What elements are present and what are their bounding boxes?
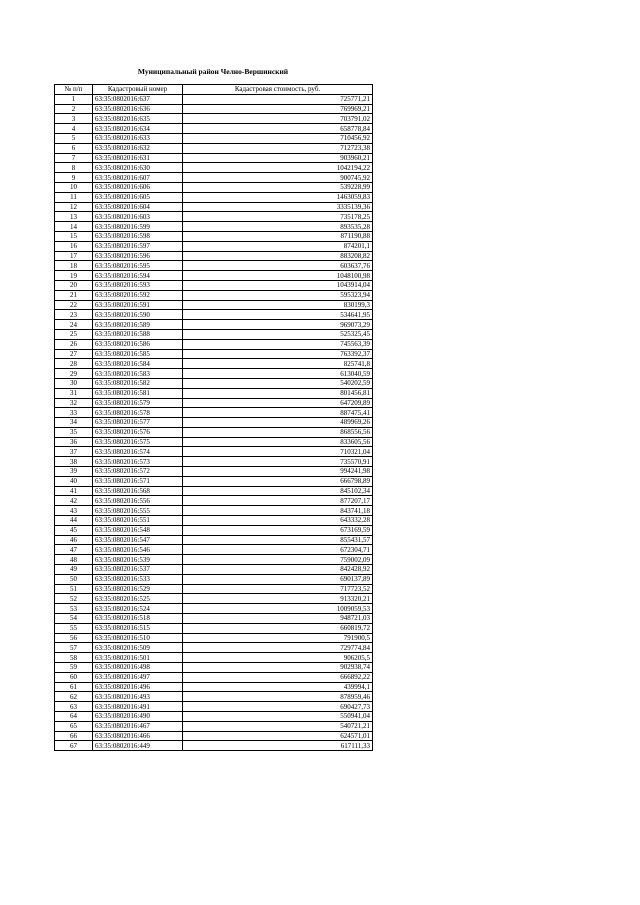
row-cadastral-number: 63:35:0802016:607 — [93, 173, 183, 183]
row-cadastral-number: 63:35:0802016:575 — [93, 437, 183, 447]
row-cadastral-number: 63:35:0802016:604 — [93, 202, 183, 212]
row-index: 29 — [55, 369, 93, 379]
row-cadastral-number: 63:35:0802016:547 — [93, 535, 183, 545]
row-cadastral-cost: 948721,03 — [183, 614, 373, 624]
row-cadastral-number: 63:35:0802016:633 — [93, 133, 183, 143]
row-cadastral-number: 63:35:0802016:588 — [93, 329, 183, 339]
row-cadastral-cost: 913320,21 — [183, 594, 373, 604]
row-index: 27 — [55, 349, 93, 359]
row-index: 50 — [55, 574, 93, 584]
row-index: 12 — [55, 202, 93, 212]
row-cadastral-number: 63:35:0802016:539 — [93, 555, 183, 565]
row-cadastral-cost: 845102,34 — [183, 486, 373, 496]
row-index: 43 — [55, 506, 93, 516]
table-row — [55, 329, 373, 339]
row-cadastral-cost: 595323,94 — [183, 290, 373, 300]
table-row — [55, 192, 373, 202]
row-index: 25 — [55, 329, 93, 339]
row-cadastral-cost: 540721,21 — [183, 721, 373, 731]
table-row — [55, 173, 373, 183]
row-index: 55 — [55, 623, 93, 633]
table-row — [55, 153, 373, 163]
row-cadastral-cost: 763392,37 — [183, 349, 373, 359]
table-row — [55, 741, 373, 751]
row-cadastral-number: 63:35:0802016:589 — [93, 320, 183, 330]
row-index: 9 — [55, 173, 93, 183]
row-cadastral-cost: 735570,91 — [183, 457, 373, 467]
table-row — [55, 614, 373, 624]
row-index: 53 — [55, 604, 93, 614]
table-row — [55, 310, 373, 320]
document-title: Муниципальный район Челно-Вершинский — [137, 67, 289, 76]
row-cadastral-cost: 673169,59 — [183, 525, 373, 535]
row-cadastral-cost: 843741,18 — [183, 506, 373, 516]
table-row — [55, 437, 373, 447]
row-cadastral-cost: 745563,39 — [183, 339, 373, 349]
table-row — [55, 712, 373, 722]
row-cadastral-cost: 1009059,53 — [183, 604, 373, 614]
table-row — [55, 271, 373, 281]
row-cadastral-cost: 710321,04 — [183, 447, 373, 457]
table-row — [55, 163, 373, 173]
table-row — [55, 584, 373, 594]
row-index: 39 — [55, 467, 93, 477]
table-row — [55, 574, 373, 584]
row-cadastral-cost: 540202,59 — [183, 378, 373, 388]
row-cadastral-number: 63:35:0802016:605 — [93, 192, 183, 202]
row-cadastral-cost: 729774,84 — [183, 643, 373, 653]
row-cadastral-cost: 842428,92 — [183, 565, 373, 575]
table-row — [55, 182, 373, 192]
table-row — [55, 241, 373, 251]
table-row — [55, 388, 373, 398]
row-cadastral-number: 63:35:0802016:525 — [93, 594, 183, 604]
row-cadastral-cost: 624571,01 — [183, 731, 373, 741]
row-index: 14 — [55, 222, 93, 232]
row-index: 17 — [55, 251, 93, 261]
row-cadastral-number: 63:35:0802016:591 — [93, 300, 183, 310]
row-cadastral-number: 63:35:0802016:574 — [93, 447, 183, 457]
table-row — [55, 320, 373, 330]
row-cadastral-cost: 647209,89 — [183, 398, 373, 408]
table-row — [55, 476, 373, 486]
row-cadastral-cost: 725771,21 — [183, 94, 373, 104]
row-cadastral-cost: 1043914,04 — [183, 280, 373, 290]
row-index: 54 — [55, 614, 93, 624]
row-index: 66 — [55, 731, 93, 741]
row-cadastral-cost: 877207,17 — [183, 496, 373, 506]
table-row — [55, 369, 373, 379]
row-index: 15 — [55, 231, 93, 241]
row-cadastral-cost: 710456,92 — [183, 133, 373, 143]
table-row — [55, 506, 373, 516]
row-index: 6 — [55, 143, 93, 153]
row-index: 16 — [55, 241, 93, 251]
row-index: 13 — [55, 212, 93, 222]
table-header-row — [55, 85, 373, 95]
row-cadastral-cost: 666892,22 — [183, 672, 373, 682]
table-row — [55, 555, 373, 565]
row-cadastral-number: 63:35:0802016:467 — [93, 721, 183, 731]
row-cadastral-cost: 550941,04 — [183, 712, 373, 722]
row-cadastral-cost: 1042194,22 — [183, 163, 373, 173]
row-index: 21 — [55, 290, 93, 300]
table-row — [55, 124, 373, 134]
row-cadastral-number: 63:35:0802016:493 — [93, 692, 183, 702]
row-cadastral-cost: 759002,09 — [183, 555, 373, 565]
row-cadastral-cost: 868556,56 — [183, 427, 373, 437]
row-cadastral-cost: 855431,57 — [183, 535, 373, 545]
row-cadastral-number: 63:35:0802016:509 — [93, 643, 183, 653]
table-row — [55, 486, 373, 496]
row-cadastral-number: 63:35:0802016:537 — [93, 565, 183, 575]
row-cadastral-number: 63:35:0802016:518 — [93, 614, 183, 624]
row-cadastral-cost: 893535,28 — [183, 222, 373, 232]
row-cadastral-number: 63:35:0802016:548 — [93, 525, 183, 535]
table-row — [55, 643, 373, 653]
row-cadastral-number: 63:35:0802016:594 — [93, 271, 183, 281]
row-cadastral-number: 63:35:0802016:596 — [93, 251, 183, 261]
row-index: 8 — [55, 163, 93, 173]
row-cadastral-number: 63:35:0802016:529 — [93, 584, 183, 594]
table-row — [55, 114, 373, 124]
table-body — [55, 94, 373, 750]
row-index: 3 — [55, 114, 93, 124]
row-cadastral-number: 63:35:0802016:490 — [93, 712, 183, 722]
row-index: 5 — [55, 133, 93, 143]
row-cadastral-number: 63:35:0802016:632 — [93, 143, 183, 153]
table-row — [55, 731, 373, 741]
row-cadastral-cost: 791900,5 — [183, 633, 373, 643]
row-cadastral-cost: 666798,89 — [183, 476, 373, 486]
table-row — [55, 104, 373, 114]
table-row — [55, 231, 373, 241]
table-row — [55, 525, 373, 535]
row-cadastral-number: 63:35:0802016:533 — [93, 574, 183, 584]
row-cadastral-number: 63:35:0802016:579 — [93, 398, 183, 408]
row-index: 46 — [55, 535, 93, 545]
row-index: 11 — [55, 192, 93, 202]
table-row — [55, 408, 373, 418]
cadastral-table — [54, 84, 373, 751]
row-index: 7 — [55, 153, 93, 163]
table-row — [55, 565, 373, 575]
row-cadastral-number: 63:35:0802016:491 — [93, 702, 183, 712]
row-index: 19 — [55, 271, 93, 281]
row-cadastral-number: 63:35:0802016:637 — [93, 94, 183, 104]
row-cadastral-cost: 439994,1 — [183, 682, 373, 692]
row-cadastral-cost: 603637,76 — [183, 261, 373, 271]
row-cadastral-number: 63:35:0802016:524 — [93, 604, 183, 614]
row-index: 37 — [55, 447, 93, 457]
table-row — [55, 672, 373, 682]
row-cadastral-number: 63:35:0802016:582 — [93, 378, 183, 388]
table-row — [55, 653, 373, 663]
row-cadastral-number: 63:35:0802016:630 — [93, 163, 183, 173]
row-cadastral-number: 63:35:0802016:496 — [93, 682, 183, 692]
row-cadastral-number: 63:35:0802016:572 — [93, 467, 183, 477]
row-cadastral-cost: 994241,98 — [183, 467, 373, 477]
row-cadastral-cost: 878959,46 — [183, 692, 373, 702]
row-index: 31 — [55, 388, 93, 398]
row-cadastral-number: 63:35:0802016:556 — [93, 496, 183, 506]
row-index: 35 — [55, 427, 93, 437]
table-row — [55, 418, 373, 428]
row-cadastral-number: 63:35:0802016:573 — [93, 457, 183, 467]
table-row — [55, 633, 373, 643]
row-cadastral-cost: 717723,52 — [183, 584, 373, 594]
row-index: 38 — [55, 457, 93, 467]
row-index: 57 — [55, 643, 93, 653]
table-row — [55, 359, 373, 369]
row-index: 18 — [55, 261, 93, 271]
table-row — [55, 545, 373, 555]
row-index: 24 — [55, 320, 93, 330]
row-index: 36 — [55, 437, 93, 447]
row-cadastral-cost: 906205,5 — [183, 653, 373, 663]
row-cadastral-cost: 690137,89 — [183, 574, 373, 584]
row-cadastral-number: 63:35:0802016:586 — [93, 339, 183, 349]
table-row — [55, 94, 373, 104]
row-cadastral-number: 63:35:0802016:449 — [93, 741, 183, 751]
row-cadastral-number: 63:35:0802016:571 — [93, 476, 183, 486]
row-cadastral-number: 63:35:0802016:631 — [93, 153, 183, 163]
table-row — [55, 427, 373, 437]
row-index: 61 — [55, 682, 93, 692]
row-cadastral-number: 63:35:0802016:498 — [93, 663, 183, 673]
row-cadastral-cost: 903960,21 — [183, 153, 373, 163]
table-row — [55, 133, 373, 143]
row-cadastral-number: 63:35:0802016:578 — [93, 408, 183, 418]
row-cadastral-cost: 874201,1 — [183, 241, 373, 251]
row-index: 40 — [55, 476, 93, 486]
row-index: 22 — [55, 300, 93, 310]
row-cadastral-cost: 613040,59 — [183, 369, 373, 379]
row-cadastral-cost: 539228,99 — [183, 182, 373, 192]
row-cadastral-cost: 769969,21 — [183, 104, 373, 114]
row-index: 47 — [55, 545, 93, 555]
row-cadastral-cost: 489969,26 — [183, 418, 373, 428]
row-cadastral-number: 63:35:0802016:606 — [93, 182, 183, 192]
table-row — [55, 604, 373, 614]
row-index: 20 — [55, 280, 93, 290]
row-index: 42 — [55, 496, 93, 506]
row-cadastral-cost: 871190,88 — [183, 231, 373, 241]
row-index: 52 — [55, 594, 93, 604]
row-index: 45 — [55, 525, 93, 535]
row-cadastral-number: 63:35:0802016:546 — [93, 545, 183, 555]
row-cadastral-cost: 1463059,83 — [183, 192, 373, 202]
table-row — [55, 516, 373, 526]
row-cadastral-cost: 830199,3 — [183, 300, 373, 310]
row-cadastral-number: 63:35:0802016:581 — [93, 388, 183, 398]
row-cadastral-number: 63:35:0802016:551 — [93, 516, 183, 526]
row-index: 58 — [55, 653, 93, 663]
table-row — [55, 467, 373, 477]
row-cadastral-number: 63:35:0802016:585 — [93, 349, 183, 359]
row-cadastral-number: 63:35:0802016:510 — [93, 633, 183, 643]
row-cadastral-cost: 883208,82 — [183, 251, 373, 261]
row-cadastral-cost: 900745,92 — [183, 173, 373, 183]
table-row — [55, 378, 373, 388]
row-index: 4 — [55, 124, 93, 134]
row-cadastral-number: 63:35:0802016:634 — [93, 124, 183, 134]
row-cadastral-number: 63:35:0802016:584 — [93, 359, 183, 369]
row-cadastral-number: 63:35:0802016:636 — [93, 104, 183, 114]
row-index: 28 — [55, 359, 93, 369]
table-row — [55, 212, 373, 222]
table-row — [55, 447, 373, 457]
table-row — [55, 349, 373, 359]
row-cadastral-cost: 690427,73 — [183, 702, 373, 712]
row-cadastral-number: 63:35:0802016:583 — [93, 369, 183, 379]
row-cadastral-cost: 534641,95 — [183, 310, 373, 320]
row-index: 33 — [55, 408, 93, 418]
table-row — [55, 457, 373, 467]
row-index: 2 — [55, 104, 93, 114]
table-row — [55, 721, 373, 731]
row-index: 26 — [55, 339, 93, 349]
row-cadastral-cost: 833605,56 — [183, 437, 373, 447]
row-cadastral-number: 63:35:0802016:568 — [93, 486, 183, 496]
table-row — [55, 261, 373, 271]
row-index: 64 — [55, 712, 93, 722]
row-index: 49 — [55, 565, 93, 575]
table-row — [55, 663, 373, 673]
row-cadastral-number: 63:35:0802016:497 — [93, 672, 183, 682]
row-cadastral-cost: 825741,8 — [183, 359, 373, 369]
row-cadastral-number: 63:35:0802016:590 — [93, 310, 183, 320]
table-row — [55, 535, 373, 545]
header-cadastral-number: Кадастровый номер — [93, 85, 183, 95]
row-index: 30 — [55, 378, 93, 388]
table-row — [55, 290, 373, 300]
row-cadastral-cost: 3335139,36 — [183, 202, 373, 212]
header-cadastral-cost: Кадастровая стоимость, руб. — [183, 85, 373, 95]
row-cadastral-cost: 801456,81 — [183, 388, 373, 398]
row-cadastral-number: 63:35:0802016:597 — [93, 241, 183, 251]
row-cadastral-cost: 525325,45 — [183, 329, 373, 339]
row-index: 65 — [55, 721, 93, 731]
row-index: 10 — [55, 182, 93, 192]
table-row — [55, 682, 373, 692]
table-row — [55, 623, 373, 633]
row-cadastral-cost: 703791,02 — [183, 114, 373, 124]
row-cadastral-cost: 658778,84 — [183, 124, 373, 134]
table-row — [55, 202, 373, 212]
row-cadastral-cost: 643332,28 — [183, 516, 373, 526]
row-index: 60 — [55, 672, 93, 682]
header-index: № п/п — [55, 85, 93, 95]
table-row — [55, 143, 373, 153]
row-cadastral-number: 63:35:0802016:593 — [93, 280, 183, 290]
row-index: 67 — [55, 741, 93, 751]
table-row — [55, 300, 373, 310]
row-index: 48 — [55, 555, 93, 565]
table-row — [55, 496, 373, 506]
row-cadastral-number: 63:35:0802016:515 — [93, 623, 183, 633]
row-index: 32 — [55, 398, 93, 408]
table-row — [55, 702, 373, 712]
row-index: 1 — [55, 94, 93, 104]
row-cadastral-number: 63:35:0802016:603 — [93, 212, 183, 222]
row-index: 23 — [55, 310, 93, 320]
row-index: 34 — [55, 418, 93, 428]
row-cadastral-number: 63:35:0802016:577 — [93, 418, 183, 428]
row-index: 63 — [55, 702, 93, 712]
table-row — [55, 339, 373, 349]
table-row — [55, 398, 373, 408]
row-cadastral-cost: 1048100,98 — [183, 271, 373, 281]
row-cadastral-cost: 712723,38 — [183, 143, 373, 153]
row-cadastral-cost: 617111,33 — [183, 741, 373, 751]
row-cadastral-number: 63:35:0802016:592 — [93, 290, 183, 300]
row-cadastral-cost: 672304,71 — [183, 545, 373, 555]
row-index: 59 — [55, 663, 93, 673]
row-cadastral-number: 63:35:0802016:501 — [93, 653, 183, 663]
row-cadastral-cost: 735178,25 — [183, 212, 373, 222]
row-index: 51 — [55, 584, 93, 594]
row-cadastral-cost: 902938,74 — [183, 663, 373, 673]
row-cadastral-number: 63:35:0802016:635 — [93, 114, 183, 124]
row-cadastral-cost: 969073,29 — [183, 320, 373, 330]
row-cadastral-number: 63:35:0802016:576 — [93, 427, 183, 437]
row-cadastral-cost: 660819,72 — [183, 623, 373, 633]
table-row — [55, 251, 373, 261]
row-cadastral-cost: 887475,41 — [183, 408, 373, 418]
row-index: 62 — [55, 692, 93, 702]
row-index: 41 — [55, 486, 93, 496]
row-index: 44 — [55, 516, 93, 526]
table-row — [55, 594, 373, 604]
row-cadastral-number: 63:35:0802016:555 — [93, 506, 183, 516]
row-cadastral-number: 63:35:0802016:599 — [93, 222, 183, 232]
table-row — [55, 692, 373, 702]
row-index: 56 — [55, 633, 93, 643]
row-cadastral-number: 63:35:0802016:466 — [93, 731, 183, 741]
table-row — [55, 222, 373, 232]
row-cadastral-number: 63:35:0802016:598 — [93, 231, 183, 241]
row-cadastral-number: 63:35:0802016:595 — [93, 261, 183, 271]
table-row — [55, 280, 373, 290]
